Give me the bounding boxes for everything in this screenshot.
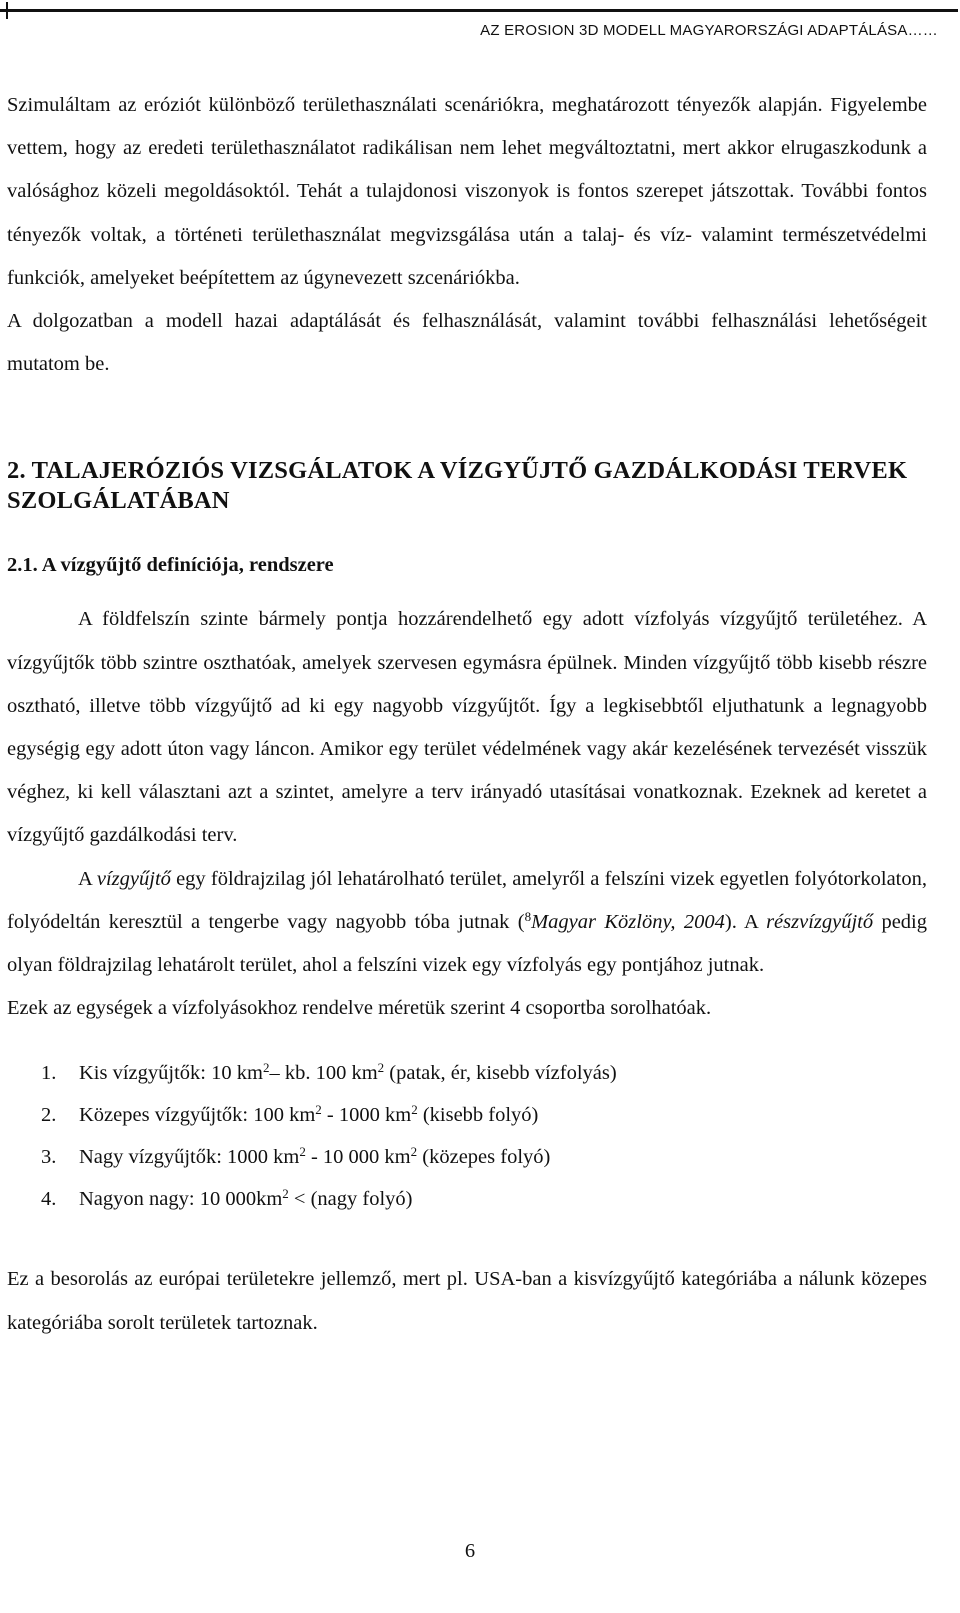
list-item: 3. Nagy vízgyűjtők: 1000 $km^2 - 10$ 000 $km^2$ (közepes folyó) — [41, 1144, 551, 1169]
catchment-size-list — [7, 1052, 927, 1220]
section-heading: 2.1. A vízgyűjtő definíciója, rendszere — [7, 554, 334, 577]
section-paragraph-1: A földfelszín szinte bármely pontja hozzárendelhető egy adott vízfolyás vízgyűjtő területéhez. A vízgyűjtők több szintre oszthatóak, amelyek szervesen egymásra épülnek. Minden vízgyűjtő több kisebb részre osztható, illetve több vízgyűjtő ad ki egy nagyobb vízgyűjtőt. Így a legkisebbtől eljuthatunk a legnagyobb egységig egy adott úton vagy láncon. Amikor egy terület védelmének vagy akár kezelésének tervezését visszük véghez, ki kell választani azt a szintet, amelyre a terv irányadó utasításai vonatkoznak. Ezeknek ad keretet a vízgyűjtő gazdálkodási terv. — [7, 608, 927, 847]
section-paragraph-3: Ezek az egységek a vízfolyásokhoz rendelve méretük szerint 4 csoportba sorolhatóak. — [7, 997, 712, 1020]
page-content — [7, 84, 927, 1345]
intro-paragraph-2: A dolgozatban a modell hazai adaptálását és felhasználását, valamint további felhasználási lehetőségeit mutatom be. — [7, 310, 927, 376]
running-title: AZ EROSION 3D MODELL MAGYARORSZÁGI ADAPTÁLÁSA…… — [480, 22, 938, 39]
spacer — [7, 1220, 927, 1258]
spacer — [7, 516, 927, 550]
term-reszvizgyujto: részvízgyűjtő — [766, 910, 874, 933]
list-item: 1. Kis vízgyűjtők: 10 $km^2-$ kb. 100 $km^2$ (patak, ér, kisebb vízfolyás) — [41, 1060, 617, 1085]
header-rule — [0, 9, 958, 12]
spacer — [7, 1030, 927, 1052]
spacer — [7, 386, 927, 456]
footnote-ref: 8 — [524, 908, 532, 924]
spacer — [7, 580, 927, 598]
header-corner-mark-h — [0, 9, 16, 12]
page-number: 6 — [464, 1540, 476, 1562]
citation: Magyar Közlöny, 2004 — [531, 910, 725, 933]
list-item: 4. Nagyon nagy: 10 $000km^2$ < (nagy folyó) — [41, 1186, 413, 1211]
intro-paragraph-1: Szimuláltam az eróziót különböző területhasználati scenáriókra, meghatározott tényezők alapján. Figyelembe vettem, hogy az eredeti területhasználatot radikálisan nem lehet megváltoztatni, mert akkor elrugaszkodunk a valósághoz közeli megoldásoktól. Tehát a tulajdonosi viszonyok is fontos szerepet játszottak. További fontos tényezők voltak, a történeti területhasználat megvizsgálása után a talaj- és víz- valamint természetvédelmi funkciók, amelyeket beépítettem az úgynevezett szcenáriókba. — [7, 94, 927, 289]
list-item: 2. Közepes vízgyűjtők: 100 $km^2 - 1000$ $km^2$ (kisebb folyó) — [41, 1102, 539, 1127]
closing-paragraph: Ez a besorolás az európai területekre jellemző, mert pl. USA-ban a kisvízgyűjtő kategóriába a nálunk közepes kategóriába sorolt területek tartoznak. — [7, 1268, 927, 1334]
section-paragraph-2: A vízgyűjtő egy földrajzilag jól lehatárolható terület, amelyről a felszíni vizek egyetlen folyótorkolaton, folyódeltán keresztül a tengerbe vagy nagyobb tóba jutnak ($^8$Magyar Közlöny, 2004). A részvízgyűjtő pedig olyan földrajzilag lehatárolt terület, ahol a felszíni vizek egy vízfolyás egy pontjához jutnak. — [7, 867, 927, 977]
chapter-heading: 2. TALAJERÓZIÓS VIZSGÁLATOK A VÍZGYŰJTŐ GAZDÁLKODÁSI TERVEK SZOLGÁLATÁBAN — [7, 457, 908, 515]
term-vizgyujto: vízgyűjtő — [96, 867, 171, 890]
